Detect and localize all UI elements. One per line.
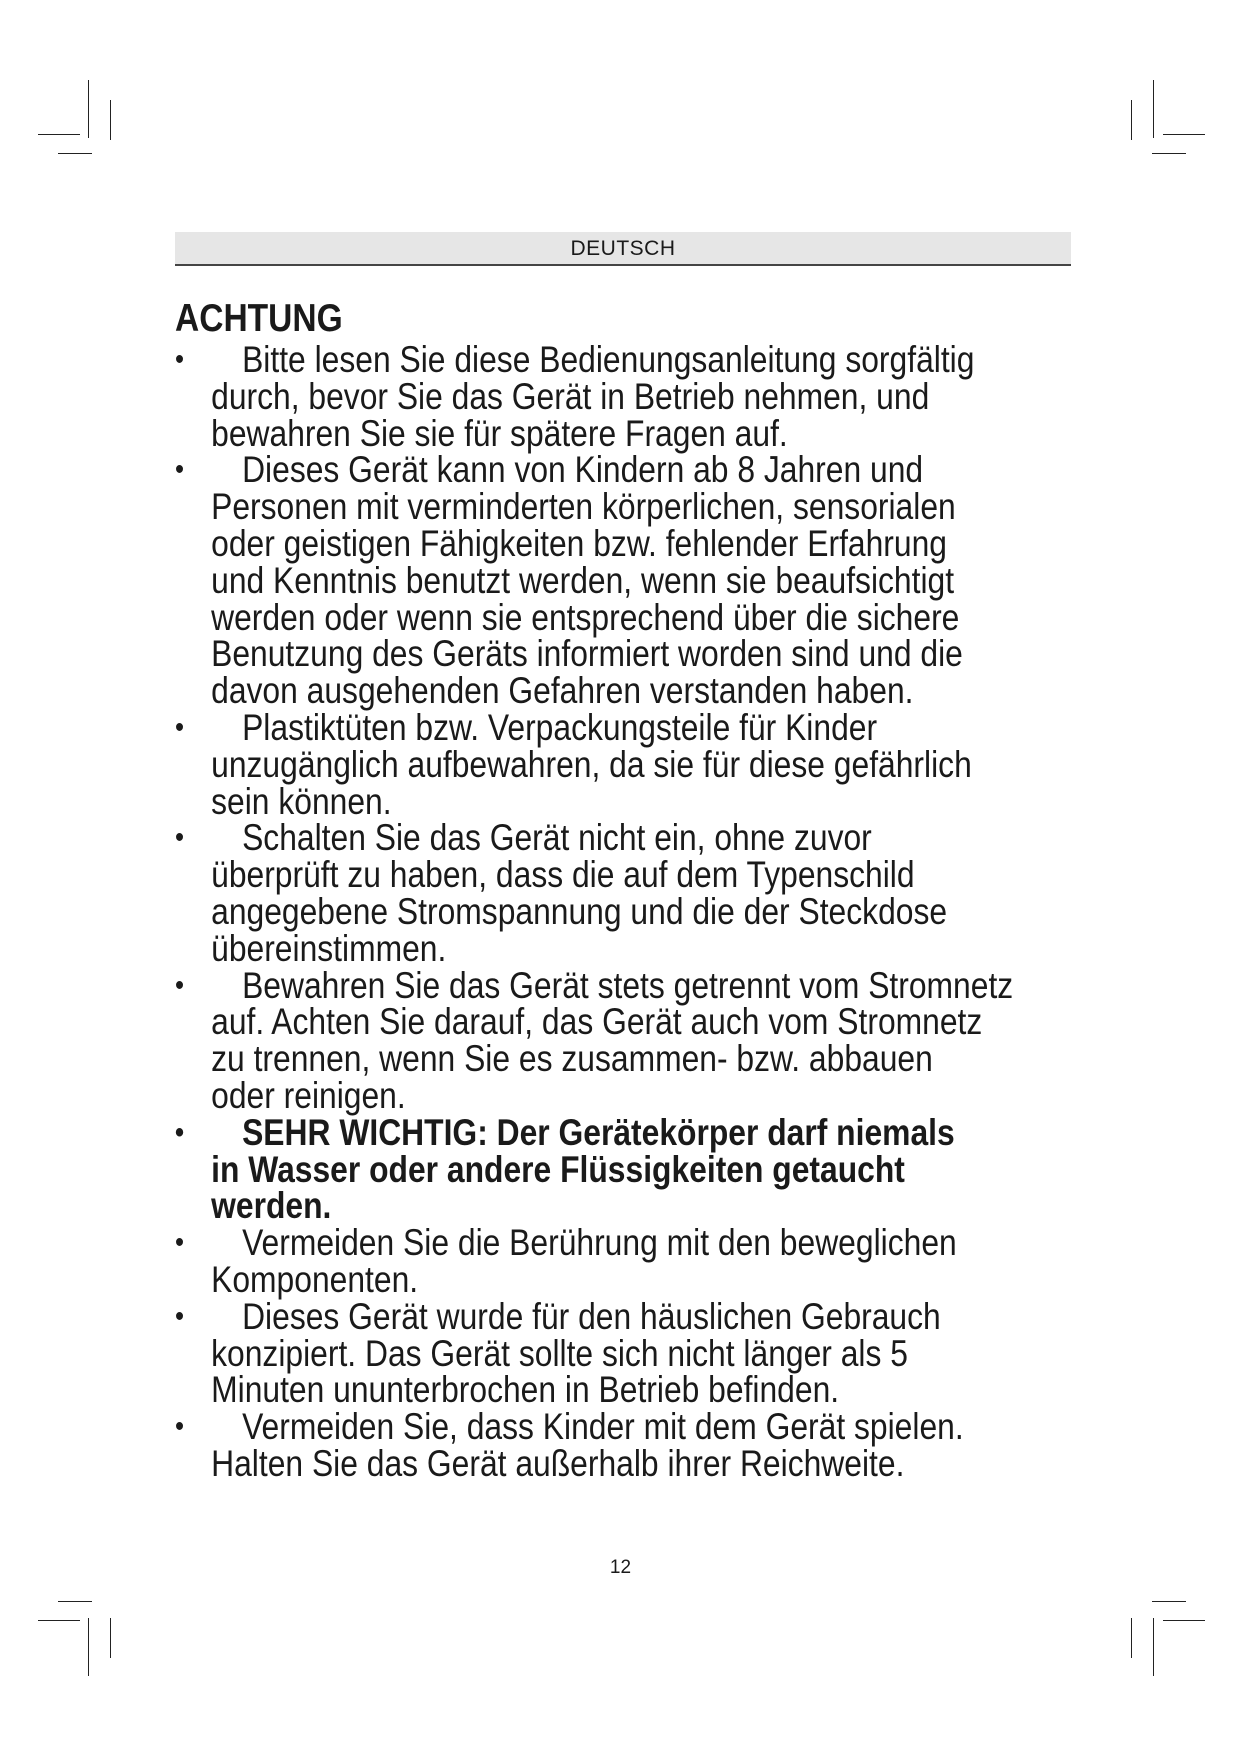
- item-line: Komponenten.: [211, 1258, 419, 1300]
- item-lead: Vermeiden Sie, dass Kinder mit dem Gerät spielen.: [242, 1406, 964, 1448]
- bullet-icon: •: [175, 1299, 185, 1333]
- warning-list: [175, 339, 1135, 1484]
- crop-mark: [1153, 1618, 1154, 1676]
- language-header: DEUTSCH: [175, 232, 1071, 266]
- item-line: sein können.: [211, 780, 392, 822]
- crop-mark: [1152, 1601, 1186, 1602]
- crop-mark: [110, 100, 111, 140]
- crop-mark: [1131, 1618, 1132, 1658]
- item-lead: Vermeiden Sie die Berührung mit den beweglichen: [242, 1222, 957, 1264]
- crop-mark: [38, 1620, 80, 1621]
- list-item: [175, 817, 1166, 969]
- item-lead: Bewahren Sie das Gerät stets getrennt vom Stromnetz: [242, 964, 1014, 1006]
- bullet-icon: •: [175, 968, 185, 1002]
- bullet-icon: •: [175, 1410, 185, 1444]
- page-number: 12: [609, 1557, 632, 1578]
- item-line: und Kenntnis benutzt werden, wenn sie beaufsichtigt: [211, 559, 955, 601]
- item-lead: Dieses Gerät kann von Kindern ab 8 Jahren und: [242, 449, 924, 491]
- item-line: überprüft zu haben, dass die auf dem Typenschild: [211, 854, 915, 896]
- item-line: Minuten ununterbrochen in Betrieb befinden.: [211, 1369, 840, 1411]
- bullet-icon: •: [175, 1226, 185, 1260]
- crop-mark: [58, 1601, 92, 1602]
- crop-mark: [58, 153, 92, 154]
- item-line: Personen mit verminderten körperlichen, sensorialen: [211, 486, 956, 528]
- bullet-icon: •: [175, 1115, 185, 1149]
- item-lead: SEHR WICHTIG: Der Gerätekörper darf niemals: [242, 1111, 955, 1153]
- item-line: durch, bevor Sie das Gerät in Betrieb nehmen, und: [211, 375, 930, 417]
- item-line: zu trennen, wenn Sie es zusammen- bzw. abbauen: [211, 1038, 933, 1080]
- item-lead: Schalten Sie das Gerät nicht ein, ohne zuvor: [242, 817, 872, 859]
- list-item: [175, 339, 1166, 454]
- item-line: in Wasser oder andere Flüssigkeiten getaucht: [211, 1148, 905, 1190]
- bullet-icon: •: [175, 343, 185, 376]
- crop-mark: [88, 1618, 89, 1676]
- bullet-icon: •: [175, 821, 185, 855]
- item-line: oder reinigen.: [211, 1074, 406, 1116]
- item-line: Benutzung des Geräts informiert worden sind und die: [211, 633, 963, 675]
- section-title: ACHTUNG: [175, 297, 343, 340]
- item-lead: Dieses Gerät wurde für den häuslichen Gebrauch: [242, 1295, 941, 1337]
- item-line: Halten Sie das Gerät außerhalb ihrer Reichweite.: [211, 1442, 905, 1484]
- crop-mark: [88, 80, 89, 138]
- crop-mark: [1163, 134, 1205, 135]
- item-line: unzugänglich aufbewahren, da sie für diese gefährlich: [211, 743, 972, 785]
- bullet-icon: •: [175, 453, 185, 487]
- list-item: [175, 449, 1166, 712]
- item-line: werden oder wenn sie entsprechend über die sichere: [211, 596, 960, 638]
- item-line: auf. Achten Sie darauf, das Gerät auch vom Stromnetz: [211, 1001, 983, 1043]
- crop-mark: [1153, 80, 1154, 138]
- crop-mark: [1131, 100, 1132, 140]
- list-item: [175, 706, 1166, 822]
- crop-mark: [1152, 153, 1186, 154]
- list-item: [175, 1295, 1166, 1411]
- list-item: [175, 1406, 1166, 1484]
- item-line: oder geistigen Fähigkeiten bzw. fehlender Erfahrung: [211, 522, 947, 564]
- list-item: [175, 964, 1166, 1116]
- bullet-icon: •: [175, 710, 185, 744]
- item-line: werden.: [211, 1185, 332, 1227]
- crop-mark: [38, 134, 80, 135]
- list-item-important: [175, 1111, 1166, 1227]
- list-item: [175, 1222, 1166, 1300]
- crop-mark: [110, 1618, 111, 1658]
- item-line: bewahren Sie sie für spätere Fragen auf.: [211, 412, 788, 454]
- item-lead: Plastiktüten bzw. Verpackungsteile für Kinder: [242, 706, 878, 748]
- crop-mark: [1163, 1620, 1205, 1621]
- item-line: angegebene Stromspannung und die der Steckdose: [211, 890, 948, 932]
- item-lead: Bitte lesen Sie diese Bedienungsanleitung sorgfältig: [242, 339, 975, 380]
- item-line: übereinstimmen.: [211, 927, 447, 969]
- item-line: konzipiert. Das Gerät sollte sich nicht länger als 5: [211, 1332, 908, 1374]
- item-line: davon ausgehenden Gefahren verstanden haben.: [211, 670, 914, 712]
